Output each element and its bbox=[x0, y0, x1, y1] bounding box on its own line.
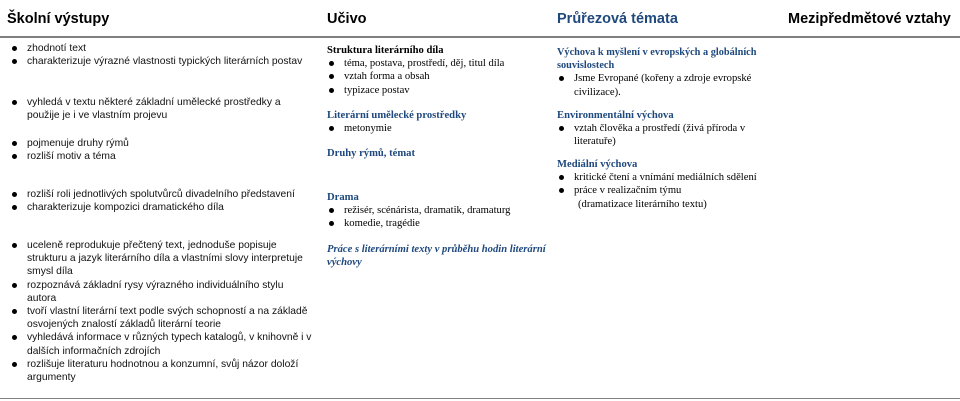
header-school-outcomes: Školní výstupy bbox=[7, 11, 110, 27]
list-item: kritické čtení a vnímání mediálních sdělení bbox=[557, 171, 782, 184]
section-title: Práce s literárními texty v průběhu hodin literární výchovy bbox=[327, 244, 546, 269]
list-item: vyhledá v textu některé základní umělecké prostředky a použije je i ve vlastním projevu bbox=[10, 96, 315, 122]
curriculum-section-drama bbox=[327, 191, 547, 231]
theme-european-thinking bbox=[557, 46, 782, 99]
list-item: vyhledává informace v různých typech katalogů, v knihovně i v dalších informačních zdrojích bbox=[10, 331, 315, 357]
section-title: Druhy rýmů, témat bbox=[327, 148, 415, 159]
theme-note: (dramatizace literárního textu) bbox=[578, 198, 707, 210]
list-item: komedie, tragédie bbox=[327, 217, 547, 230]
curriculum-section-text-work bbox=[327, 243, 547, 269]
theme-title: Environmentální výchova bbox=[557, 110, 674, 121]
header-cross-curricular-themes: Průřezová témata bbox=[557, 11, 678, 27]
curriculum-section-devices bbox=[327, 109, 547, 135]
theme-list bbox=[557, 72, 782, 98]
theme-title: Mediální výchova bbox=[557, 159, 638, 170]
list-item: téma, postava, prostředí, děj, titul díla bbox=[327, 57, 547, 70]
outcomes-group-1 bbox=[10, 42, 315, 68]
list-item: rozliší motiv a téma bbox=[10, 150, 315, 163]
outcomes-group-2 bbox=[10, 96, 315, 122]
list-item: charakterizuje kompozici dramatického díla bbox=[10, 201, 315, 214]
list-item: zhodnotí text bbox=[10, 42, 315, 55]
header-interdisciplinary-relations: Mezipředmětové vztahy bbox=[788, 11, 951, 27]
list-item: charakterizuje výrazné vlastnosti typických literárních postav bbox=[10, 55, 315, 68]
outcomes-group-3 bbox=[10, 137, 315, 163]
theme-list bbox=[557, 122, 782, 148]
theme-environmental bbox=[557, 109, 782, 149]
list-item: uceleně reprodukuje přečtený text, jednoduše popisuje strukturu a jazyk literárního díla a vlastními slovy interpretuje smysl díla bbox=[10, 239, 315, 279]
section-list bbox=[327, 122, 547, 135]
list-item: vztah forma a obsah bbox=[327, 70, 547, 83]
curriculum-section-structure bbox=[327, 44, 547, 97]
outcomes-group-5 bbox=[10, 239, 315, 384]
table-bottom-border bbox=[0, 398, 960, 399]
section-title: Struktura literárního díla bbox=[327, 45, 444, 56]
list-item: Jsme Evropané (kořeny a zdroje evropské civilizace). bbox=[557, 72, 782, 98]
section-title: Literární umělecké prostředky bbox=[327, 110, 467, 121]
list-item: rozliší roli jednotlivých spolutvůrců divadelního představení bbox=[10, 188, 315, 201]
table-header bbox=[0, 0, 960, 36]
list-item: režisér, scénárista, dramatik, dramaturg bbox=[327, 204, 547, 217]
list-item: pojmenuje druhy rýmů bbox=[10, 137, 315, 150]
outcomes-group-4 bbox=[10, 188, 315, 214]
list-item: rozlišuje literaturu hodnotnou a konzumní, svůj názor doloží argumenty bbox=[10, 358, 315, 384]
list-item: typizace postav bbox=[327, 84, 547, 97]
list-item: rozpoznává základní rysy výrazného individuálního stylu autora bbox=[10, 279, 315, 305]
header-curriculum: Učivo bbox=[327, 11, 367, 27]
theme-media bbox=[557, 158, 782, 211]
theme-title: Výchova k myšlení v evropských a globálních souvislostech bbox=[557, 47, 757, 72]
section-list bbox=[327, 57, 547, 97]
section-title: Drama bbox=[327, 192, 359, 203]
section-list bbox=[327, 204, 547, 230]
list-item: práce v realizačním týmu bbox=[557, 184, 782, 197]
list-item: metonymie bbox=[327, 122, 547, 135]
curriculum-section-rhymes bbox=[327, 147, 547, 160]
theme-list bbox=[557, 171, 782, 197]
list-item: tvoří vlastní literární text podle svých schopností a na základě osvojených znalostí základů literární teorie bbox=[10, 305, 315, 331]
header-divider bbox=[0, 36, 960, 38]
list-item: vztah člověka a prostředí (živá příroda v literatuře) bbox=[557, 122, 782, 148]
